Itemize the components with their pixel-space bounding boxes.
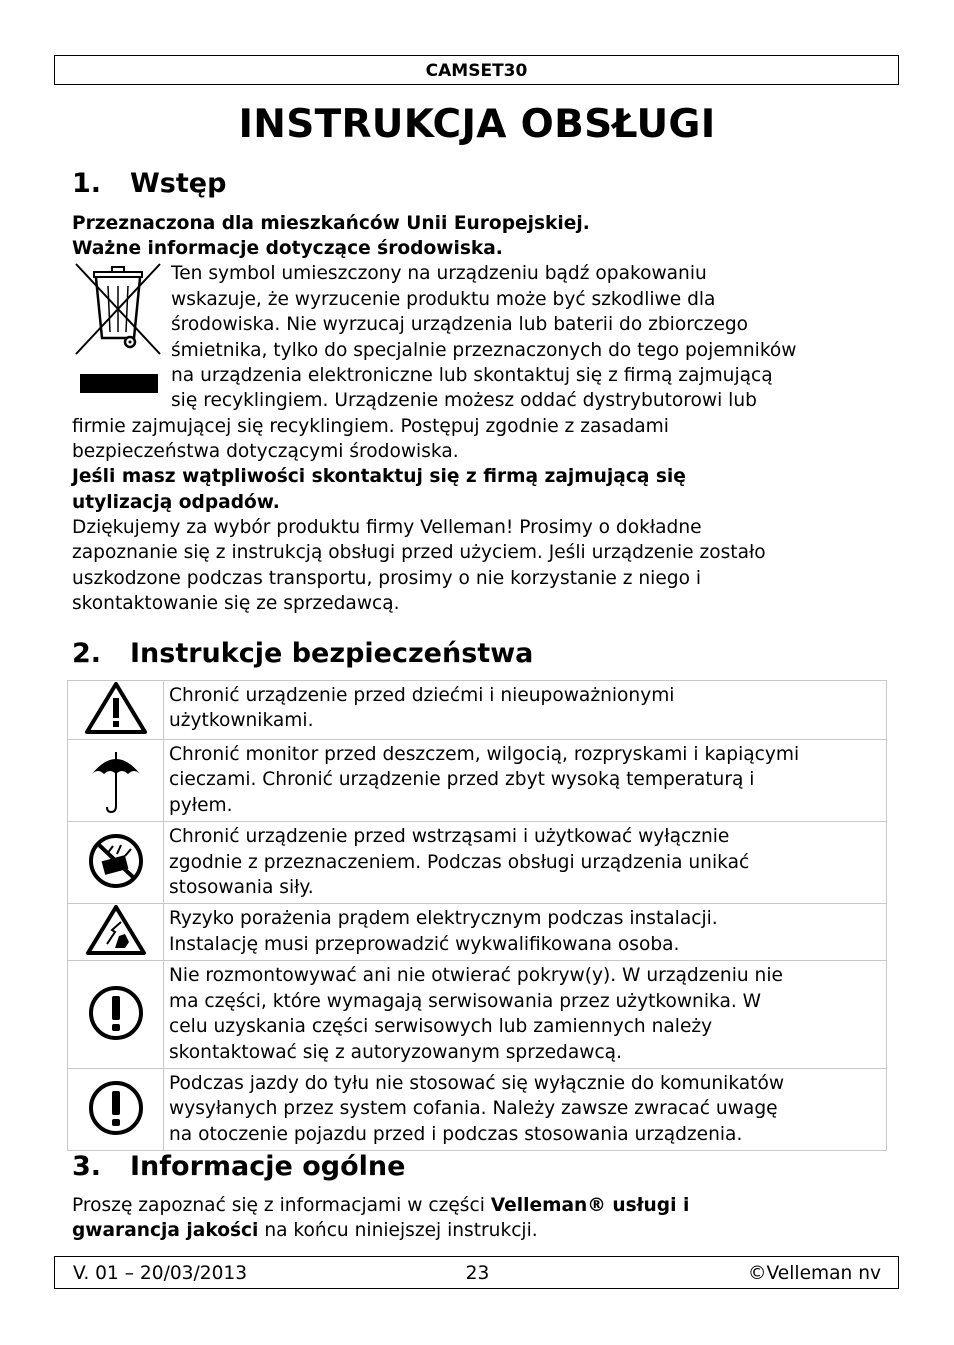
safety-text-line: Podczas jazdy do tyłu nie stosować się wyłącznie do komunikatów <box>169 1073 785 1095</box>
section-title: Informacje ogólne <box>130 1151 406 1182</box>
table-row <box>68 681 887 740</box>
exclamation-circle-icon <box>87 1079 145 1137</box>
page-header <box>54 55 899 85</box>
safety-text-line: na otoczenie pojazdu przed i podczas stosowania urządzenia. <box>169 1123 743 1145</box>
weee-text-line: wskazuje, że wyrzucenie produktu może być szkodliwe dla <box>171 289 716 310</box>
footer-page-number: 23 <box>465 1263 490 1284</box>
electric-shock-icon <box>85 904 147 956</box>
weee-text-line: na urządzenia elektroniczne lub skontaktuj się z firmą zajmującą <box>171 365 773 386</box>
table-row <box>68 961 887 1069</box>
table-row <box>68 740 887 822</box>
general-text-line <box>72 1218 538 1243</box>
table-row <box>68 904 887 961</box>
table-row <box>68 822 887 904</box>
safety-text-line: Chronić urządzenie przed wstrząsami i użytkować wyłącznie <box>169 826 730 848</box>
intro-text-line: bezpieczeństwa dotyczącymi środowiska. <box>72 441 459 462</box>
umbrella-icon <box>88 744 144 814</box>
section-number: 2. <box>72 638 102 669</box>
safety-text <box>164 904 887 961</box>
no-shock-icon <box>87 832 145 890</box>
table-row <box>68 1069 887 1151</box>
safety-text-line: Ryzyko porażenia prądem elektrycznym podczas instalacji. <box>169 908 718 930</box>
weee-text-line: środowiska. Nie wyrzucaj urządzenia lub baterii do zbiorczego <box>171 314 749 335</box>
intro-bold-line: Ważne informacje dotyczące środowiska. <box>72 238 503 259</box>
section-number: 1. <box>72 168 102 199</box>
page-footer <box>54 1256 899 1289</box>
safety-text-line: pyłem. <box>169 794 233 816</box>
section-heading-intro <box>72 166 226 202</box>
safety-text-line: stosowania siły. <box>169 877 314 899</box>
safety-text <box>164 961 887 1069</box>
safety-text-line: Instalację musi przeprowadzić wykwalifikowana osoba. <box>169 933 680 955</box>
safety-text-line: Nie rozmontowywać ani nie otwierać pokryw(y). W urządzeniu nie <box>169 965 783 987</box>
safety-text <box>164 681 887 740</box>
weee-text-line: się recyklingiem. Urządzenie możesz oddać dystrybutorowi lub <box>171 390 757 411</box>
safety-text-line: Chronić monitor przed deszczem, wilgocią, rozpryskami i kapiącymi <box>169 744 800 765</box>
warning-triangle-icon <box>84 681 148 735</box>
safety-text-line: skontaktować się z autoryzowanym sprzedawcą. <box>169 1041 622 1063</box>
model-name: CAMSET30 <box>425 61 528 81</box>
intro-text-line: zapoznanie się z instrukcją obsługi przed użyciem. Jeśli urządzenie zostało <box>72 542 766 563</box>
section-title: Instrukcje bezpieczeństwa <box>130 638 534 669</box>
intro-bold-line: Przeznaczona dla mieszkańców Unii Europejskiej. <box>72 213 590 234</box>
intro-text-line: Dziękujemy za wybór produktu firmy Velleman! Prosimy o dokładne <box>72 517 702 538</box>
weee-text-line: śmietnika, tylko do specjalnie przeznaczonych do tego pojemników <box>171 340 797 361</box>
safety-text <box>164 822 887 904</box>
general-text: na końcu niniejszej instrukcji. <box>258 1220 538 1241</box>
icon-cell <box>68 961 164 1069</box>
safety-table <box>67 680 887 1151</box>
icon-cell <box>68 740 164 822</box>
weee-crossed-bin-icon <box>72 262 164 398</box>
safety-text <box>164 1069 887 1151</box>
safety-text <box>164 740 887 822</box>
footer-copyright: ©Velleman nv <box>747 1263 881 1284</box>
safety-text-line: użytkownikami. <box>169 710 314 732</box>
section-number: 3. <box>72 1151 102 1182</box>
icon-cell <box>68 1069 164 1151</box>
section-heading-general <box>72 1149 405 1185</box>
general-text: Proszę zapoznać się z informacjami w części <box>72 1195 491 1216</box>
safety-text-line: cieczami. Chronić urządzenie przed zbyt wysoką temperaturą i <box>169 769 755 791</box>
safety-text-line: celu uzyskania części serwisowych lub zamiennych należy <box>169 1016 713 1038</box>
safety-text-line: Chronić urządzenie przed dziećmi i nieupoważnionymi <box>169 685 675 706</box>
icon-cell <box>68 681 164 740</box>
intro-text-line: firmie zajmującej się recyklingiem. Postępuj zgodnie z zasadami <box>72 416 669 437</box>
general-text-line <box>72 1193 689 1218</box>
safety-text-line: ma części, które wymagają serwisowania przez użytkownika. W <box>169 990 762 1012</box>
icon-cell <box>68 822 164 904</box>
safety-text-line: zgodnie z przeznaczeniem. Podczas obsługi urządzenia unikać <box>169 851 750 873</box>
exclamation-circle-icon <box>87 984 145 1042</box>
footer-version: V. 01 – 20/03/2013 <box>73 1263 248 1284</box>
general-bold-text: Velleman® usługi i <box>490 1195 690 1216</box>
general-bold-text: gwarancja jakości <box>72 1220 259 1241</box>
intro-bold-line: utylizacją odpadów. <box>72 492 280 513</box>
intro-text-line: uszkodzone podczas transportu, prosimy o nie korzystanie z niego i <box>72 568 702 589</box>
safety-text-line: wysyłanych przez system cofania. Należy zawsze zwracać uwagę <box>169 1098 778 1120</box>
weee-text-line: Ten symbol umieszczony na urządzeniu bądź opakowaniu <box>171 263 707 284</box>
intro-text-line: skontaktowanie się ze sprzedawcą. <box>72 593 400 614</box>
section-title: Wstęp <box>130 168 227 199</box>
page-title: INSTRUKCJA OBSŁUGI <box>238 102 716 147</box>
intro-bold-line: Jeśli masz wątpliwości skontaktuj się z firmą zajmującą się <box>72 466 686 487</box>
icon-cell <box>68 904 164 961</box>
section-heading-safety <box>72 636 533 672</box>
